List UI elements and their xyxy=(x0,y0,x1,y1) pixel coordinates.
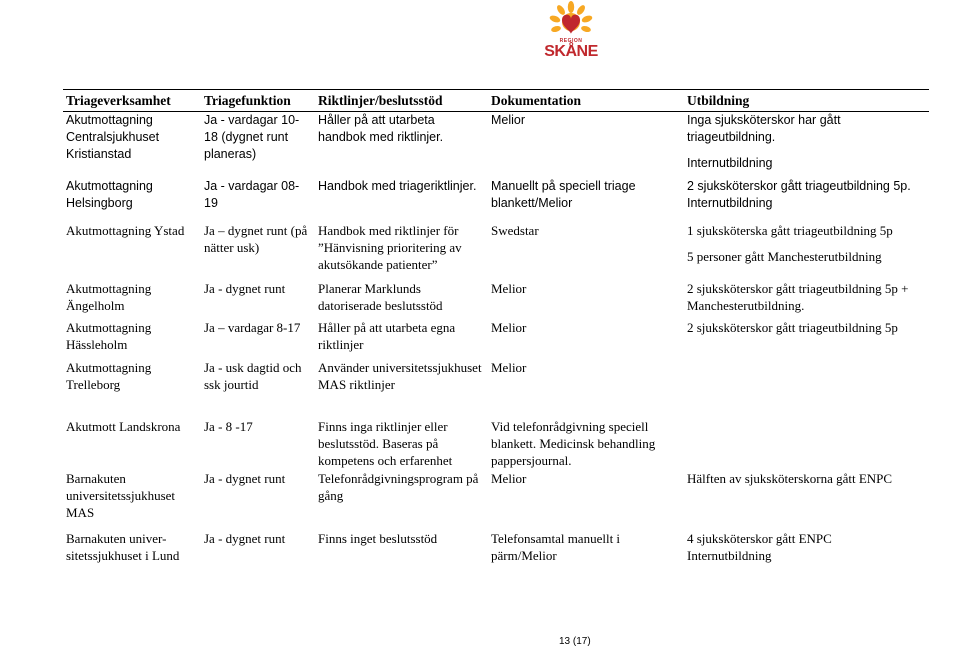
cell-funktion: Ja - dygnet runt xyxy=(204,281,286,296)
table-row xyxy=(63,112,929,179)
table-row xyxy=(63,178,929,222)
cell-utbildning xyxy=(684,112,929,179)
cell-verksamhet: Akutmottagning Trelleborg xyxy=(66,360,152,392)
cell-utbildning-line: 1 sjuksköterska gått triageutbildning 5p xyxy=(687,223,893,238)
cell-dokumentation: Telefonsamtal manuellt i pärm/Melior xyxy=(491,531,621,563)
cell-funktion: Ja - usk dagtid och ssk jourtid xyxy=(204,360,302,392)
cell-riktlinjer: Handbok med triageriktlinjer. xyxy=(318,179,477,193)
cell-funktion: Ja - vardagar 08-19 xyxy=(204,179,300,210)
table-row xyxy=(63,280,929,319)
cell-dokumentation: Vid telefonrådgivning speciell blankett. Medicinsk behandling pappersjournal. xyxy=(491,419,656,468)
cell-funktion: Ja – dygnet runt (på nätter usk) xyxy=(204,223,308,255)
cell-dokumentation: Manuellt på speciell triage blankett/Melior xyxy=(491,179,636,210)
cell-utbildning xyxy=(684,178,929,222)
cell-utbildning: 2 sjuksköterskor gått triageutbildning 5p + Manchesterutbildning. xyxy=(687,281,909,313)
cell-utbildning xyxy=(684,418,929,470)
cell-dokumentation: Melior xyxy=(491,320,527,335)
cell-riktlinjer: Använder universitetssjukhuset MAS riktlinjer xyxy=(318,360,482,392)
cell-dokumentation: Melior xyxy=(491,281,527,296)
page-number: 13 (17) xyxy=(559,636,591,647)
cell-utbildning xyxy=(684,359,929,418)
cell-utbildning-extra: Internutbildning xyxy=(687,156,773,170)
table-row xyxy=(63,319,929,359)
table-row xyxy=(63,359,929,418)
cell-dokumentation: Melior xyxy=(491,113,526,127)
cell-funktion: Ja – vardagar 8-17 xyxy=(204,320,301,335)
cell-verksamhet: Akutmott Landskrona xyxy=(66,419,181,434)
table-row xyxy=(63,418,929,470)
logo-skane-text: SKÅNE xyxy=(544,43,598,60)
cell-verksamhet: Akutmottagning Ängelholm xyxy=(66,281,152,313)
cell-riktlinjer: Planerar Marklunds datoriserade beslutsstöd xyxy=(318,281,443,313)
cell-riktlinjer: Telefonrådgivningsprogram på gång xyxy=(318,471,479,503)
cell-utbildning-extra: Internutbildning xyxy=(687,196,773,210)
triage-table xyxy=(63,89,929,574)
cell-utbildning-line: 2 sjuksköterskor gått triageutbildning 5p. xyxy=(687,179,911,193)
cell-verksamhet: Barnakuten univer-sitetssjukhuset i Lund xyxy=(66,531,180,563)
header-utbildning: Utbildning xyxy=(687,93,750,108)
cell-funktion: Ja - dygnet runt xyxy=(204,471,286,486)
cell-riktlinjer: Handbok med riktlinjer för ”Hänvisning prioritering av akutsökande patienter” xyxy=(318,223,462,272)
cell-utbildning xyxy=(684,222,929,280)
cell-funktion: Ja - vardagar 10-18 (dygnet runt planeras) xyxy=(204,113,300,161)
cell-utbildning-extra: Internutbildning xyxy=(687,548,772,563)
header-triageverksamhet: Triageverksamhet xyxy=(66,93,171,108)
cell-funktion: Ja - 8 -17 xyxy=(204,419,253,434)
cell-funktion: Ja - dygnet runt xyxy=(204,531,286,546)
cell-riktlinjer: Håller på att utarbeta egna riktlinjer xyxy=(318,320,456,352)
header-riktlinjer: Riktlinjer/beslutsstöd xyxy=(318,93,443,108)
cell-utbildning-extra: 5 personer gått Manchesterutbildning xyxy=(687,249,882,264)
cell-verksamhet: Akutmottagning Helsingborg xyxy=(66,179,153,210)
cell-dokumentation: Melior xyxy=(491,360,527,375)
logo-region-text: REGION xyxy=(559,38,583,44)
table-header-row xyxy=(63,90,929,112)
table-row xyxy=(63,222,929,280)
cell-verksamhet: Barnakuten universitetssjukhuset MAS xyxy=(66,471,176,520)
cell-verksamhet: Akutmottagning Centralsjukhuset Kristianstad xyxy=(66,113,160,161)
cell-riktlinjer: Finns inget beslutsstöd xyxy=(318,531,438,546)
sun-icon xyxy=(549,1,593,34)
table-row xyxy=(63,530,929,574)
cell-utbildning: Hälften av sjuksköterskorna gått ENPC xyxy=(687,471,893,486)
cell-verksamhet: Akutmottagning Hässleholm xyxy=(66,320,152,352)
cell-dokumentation: Melior xyxy=(491,471,527,486)
cell-utbildning-line: Inga sjuksköterskor har gått triageutbildning. xyxy=(687,113,841,144)
header-triagefunktion: Triagefunktion xyxy=(204,93,291,108)
cell-verksamhet: Akutmottagning Ystad xyxy=(66,223,185,238)
table-row xyxy=(63,470,929,530)
cell-utbildning xyxy=(684,530,929,574)
cell-utbildning-line: 4 sjuksköterskor gått ENPC xyxy=(687,531,832,546)
cell-dokumentation: Swedstar xyxy=(491,223,539,238)
logo-wordmark xyxy=(540,38,602,60)
cell-utbildning: 2 sjuksköterskor gått triageutbildning 5p xyxy=(687,320,898,335)
cell-riktlinjer: Håller på att utarbeta handbok med riktlinjer. xyxy=(318,113,444,144)
header-dokumentation: Dokumentation xyxy=(491,93,582,108)
cell-riktlinjer: Finns inga riktlinjer eller beslutsstöd. Baseras på kompetens och erfarenhet xyxy=(318,419,453,468)
